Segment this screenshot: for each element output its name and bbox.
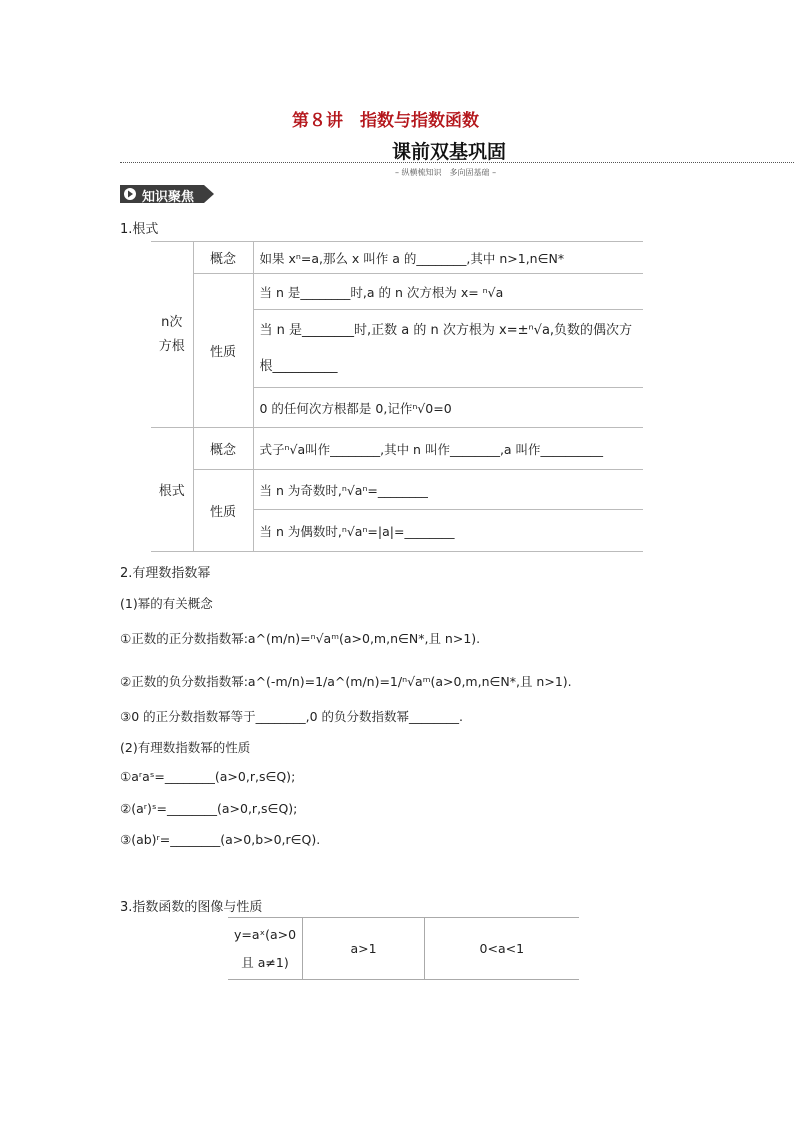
cell-text: 当 n 是________时,a 的 n 次方根为 x= ⁿ√a: [259, 284, 504, 300]
cell-text: 当 n 为偶数时,ⁿ√aⁿ=|a|=________: [259, 523, 455, 539]
exponential-function-table: [228, 917, 579, 980]
subcategory-property: 性质: [193, 274, 253, 428]
subheading-power-properties: (2)有理数指数幂的性质: [120, 740, 251, 755]
category-nth-root: [151, 242, 193, 428]
table-header-a-greater-1: a>1: [303, 918, 425, 980]
table-cell: [253, 242, 643, 274]
category-label: n次 方根: [158, 314, 185, 354]
table-cell: [253, 388, 643, 428]
section-title: 课前双基巩固: [392, 141, 507, 163]
item-zero-power: ③0 的正分数指数幂等于________,0 的负分数指数幂________.: [120, 709, 464, 724]
table-cell: [253, 470, 643, 510]
section-subtitle: – 纵横梳知识 多向固基础 –: [395, 168, 497, 177]
property-item: ①aʳaˢ=________(a>0,r,s∈Q);: [120, 769, 296, 784]
table-header-a-between-0-1: 0<a<1: [425, 918, 579, 980]
item-negative-fraction-power: ②正数的负分数指数幂:a^(-m/n)=1/a^(m/n)=1/ⁿ√aᵐ(a>0,m,n∈N*,且 n>1).: [120, 674, 572, 689]
cell-text: 当 n 是________时,正数 a 的 n 次方根为 x=±ⁿ√a,负数的偶次方根__________: [259, 322, 633, 374]
subcategory-concept: 概念: [193, 242, 253, 274]
table-cell: [253, 510, 643, 552]
cell-text: 0 的任何次方根都是 0,记作ⁿ√0=0: [259, 400, 452, 416]
section-3-heading: 3.指数函数的图像与性质: [120, 900, 263, 915]
category-radical: 根式: [151, 428, 193, 552]
dotted-divider: [120, 162, 794, 163]
item-positive-fraction-power: ①正数的正分数指数幂:a^(m/n)=ⁿ√aᵐ(a>0,m,n∈N*,且 n>1).: [120, 631, 481, 646]
radical-table: [151, 241, 643, 552]
subheading-power-concepts: (1)幂的有关概念: [120, 596, 213, 611]
banner-label: 知识聚焦: [142, 190, 195, 205]
cell-text: 当 n 为奇数时,ⁿ√aⁿ=________: [259, 482, 428, 498]
table-header-function: y=aˣ(a>0 且 a≠1): [228, 918, 303, 980]
subcategory-concept: 概念: [193, 428, 253, 470]
knowledge-focus-banner: [120, 185, 214, 203]
property-item: ③(ab)ʳ=________(a>0,b>0,r∈Q).: [120, 832, 321, 847]
subcategory-property: 性质: [193, 470, 253, 552]
cell-text: 式子ⁿ√a叫作________,其中 n 叫作________,a 叫作__________: [259, 441, 604, 457]
table-cell: [253, 428, 643, 470]
cell-text: 如果 xⁿ=a,那么 x 叫作 a 的________,其中 n>1,n∈N*: [259, 250, 565, 266]
table-cell: [253, 310, 643, 388]
section-2-heading: 2.有理数指数幂: [120, 566, 211, 581]
table-cell: [253, 274, 643, 310]
property-item: ②(aʳ)ˢ=________(a>0,r,s∈Q);: [120, 801, 298, 816]
lesson-title: 第８讲 指数与指数函数: [292, 111, 479, 131]
section-1-heading: 1.根式: [120, 222, 159, 237]
